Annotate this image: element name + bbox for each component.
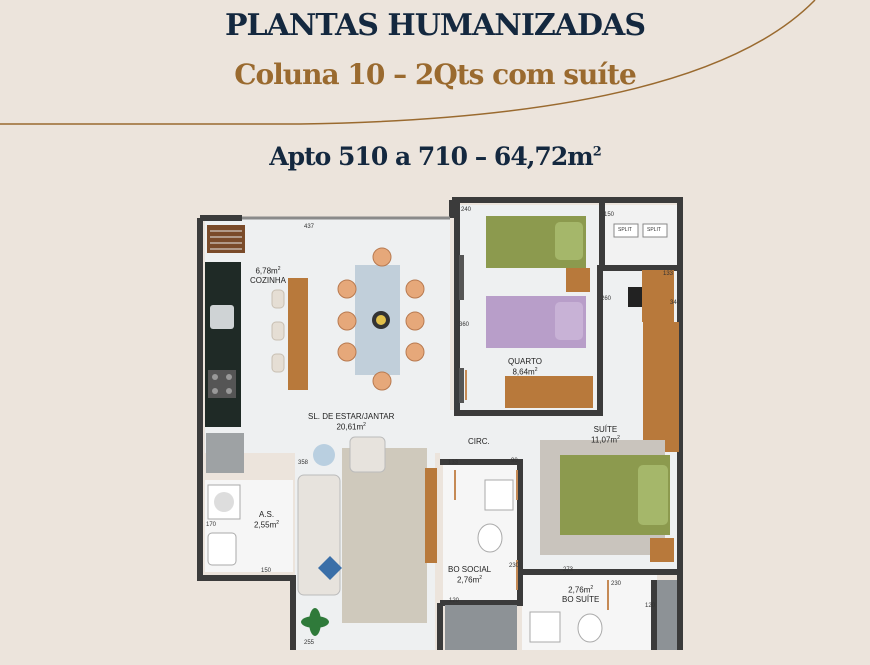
dim-150a: 150 bbox=[604, 212, 615, 218]
estar-area: 20,61m bbox=[336, 422, 364, 432]
suite-area: 11,07m bbox=[591, 435, 618, 445]
label-circ bbox=[468, 437, 490, 446]
stools-icon bbox=[272, 290, 284, 372]
toilet-social-icon bbox=[478, 524, 502, 552]
kitchen-counter bbox=[205, 262, 241, 427]
tv-panel bbox=[425, 468, 437, 563]
bo-suite-area: 2,76m bbox=[568, 585, 591, 595]
pillow-2-icon bbox=[555, 302, 583, 340]
dim-230b: 230 bbox=[611, 581, 622, 587]
armchair-icon bbox=[350, 437, 385, 472]
wardrobe-suite bbox=[643, 322, 679, 452]
dim-437: 437 bbox=[304, 224, 315, 230]
label-as bbox=[254, 510, 279, 530]
sink-social-icon bbox=[485, 480, 513, 510]
sq-mark: 2 bbox=[617, 435, 620, 441]
rug bbox=[342, 448, 427, 623]
label-quarto bbox=[508, 357, 542, 377]
pillow-suite-icon bbox=[638, 465, 668, 525]
window-quarto-2 bbox=[459, 368, 464, 403]
page-subtitle: Coluna 10 – 2Qts com suíte bbox=[234, 58, 636, 91]
split-label-1: SPLIT bbox=[618, 227, 632, 233]
dim-230a: 230 bbox=[509, 563, 520, 569]
nightstand-1-icon bbox=[566, 268, 590, 292]
dim-120a: 120 bbox=[449, 598, 460, 604]
cooktop-icon bbox=[208, 370, 236, 398]
as-name: A.S. bbox=[258, 510, 275, 519]
shower-social bbox=[445, 605, 517, 650]
wardrobe-quarto bbox=[505, 376, 593, 408]
dim-358: 358 bbox=[298, 460, 309, 466]
dim-240: 240 bbox=[461, 207, 472, 213]
split-label-2: SPLIT bbox=[647, 227, 661, 233]
sq-mark: 2 bbox=[590, 585, 594, 591]
apartment-area-sup: 2 bbox=[592, 144, 601, 160]
chair-icon bbox=[628, 287, 642, 307]
quarto-area: 8,64m bbox=[512, 367, 535, 377]
tank-icon bbox=[208, 533, 236, 565]
window-quarto bbox=[459, 255, 464, 300]
dim-90: 90 bbox=[511, 458, 518, 464]
sq-mark: 2 bbox=[277, 266, 281, 272]
pillow-1-icon bbox=[555, 222, 583, 260]
fridge-icon bbox=[206, 433, 244, 473]
dim-340: 340 bbox=[670, 300, 681, 306]
as-area: 2,55m bbox=[254, 520, 277, 530]
page-title: PLANTAS HUMANIZADAS bbox=[225, 8, 645, 43]
sq-mark: 2 bbox=[363, 422, 366, 428]
dim-273: 273 bbox=[563, 567, 574, 573]
bo-social-name: BO SOCIAL bbox=[448, 565, 492, 574]
estar-name: SL. DE ESTAR/JANTAR bbox=[308, 412, 395, 421]
dim-133b: 133 bbox=[448, 460, 459, 466]
apartment-label: Apto 510 a 710 – 64,72m bbox=[269, 142, 593, 171]
label-suite bbox=[591, 425, 620, 445]
sink-icon bbox=[210, 305, 234, 329]
toilet-suite-icon bbox=[578, 614, 602, 642]
sink-suite-icon bbox=[530, 612, 560, 642]
dim-150b: 150 bbox=[261, 568, 272, 574]
suite-name: SUÍTE bbox=[593, 425, 618, 434]
dim-360: 360 bbox=[459, 322, 470, 328]
cozinha-area: 6,78m bbox=[255, 266, 278, 276]
label-cozinha bbox=[250, 265, 286, 285]
dim-133a: 133 bbox=[663, 271, 674, 277]
bo-suite-name: BO SUÍTE bbox=[562, 594, 600, 604]
dim-120b: 120 bbox=[645, 603, 656, 609]
washer-drum-icon bbox=[214, 492, 234, 512]
shower-suite bbox=[657, 580, 677, 650]
label-estar bbox=[308, 412, 394, 432]
nightstand-2-icon bbox=[650, 538, 674, 562]
desk-icon bbox=[642, 270, 674, 322]
label-bo-social bbox=[448, 565, 491, 585]
sq-mark: 2 bbox=[276, 520, 280, 526]
side-table-icon bbox=[313, 444, 335, 466]
sq-mark: 2 bbox=[534, 367, 538, 373]
dim-170: 170 bbox=[206, 522, 217, 528]
sofa-icon bbox=[298, 475, 340, 595]
dim-255: 255 bbox=[304, 640, 315, 646]
kitchen-island bbox=[288, 278, 308, 390]
dim-260: 260 bbox=[601, 296, 612, 302]
sq-mark: 2 bbox=[479, 575, 483, 581]
circ-name: CIRC. bbox=[468, 437, 490, 446]
label-bo-suite bbox=[562, 584, 599, 604]
bo-social-area: 2,76m bbox=[457, 575, 480, 585]
quarto-name: QUARTO bbox=[508, 357, 542, 366]
cozinha-name: COZINHA bbox=[250, 275, 286, 285]
